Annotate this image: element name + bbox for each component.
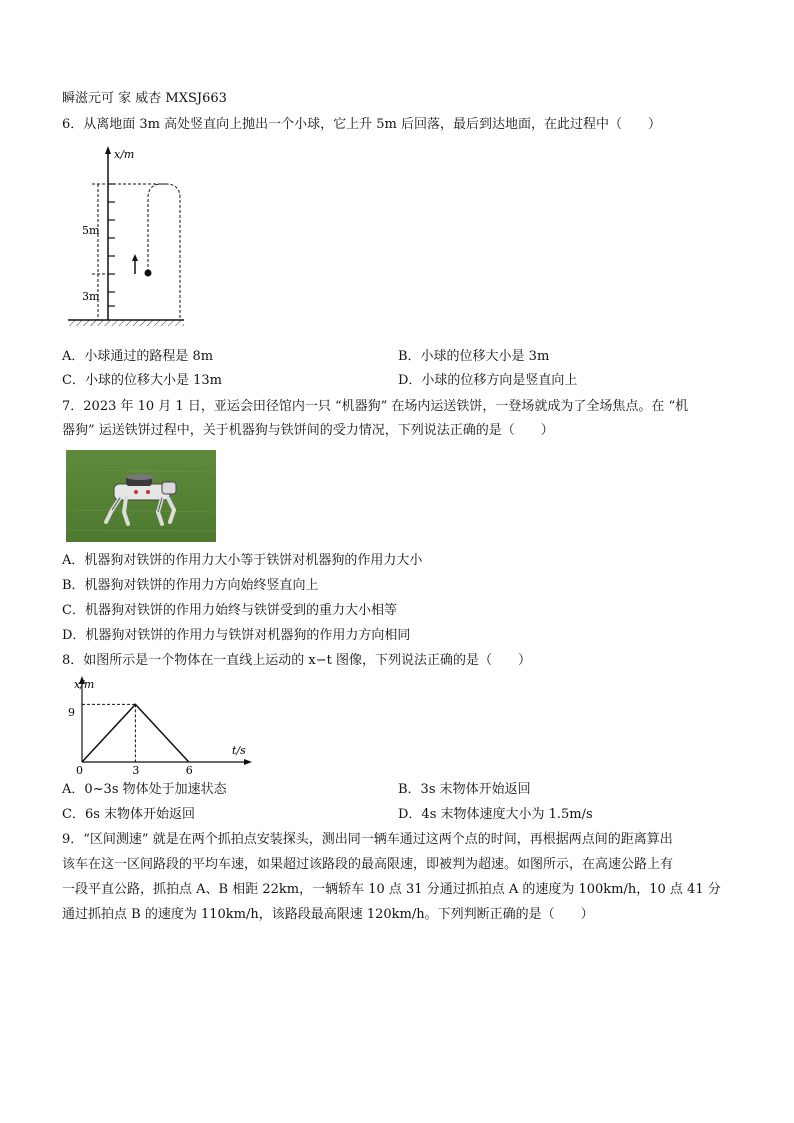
q8-stem: 8．如图所示是一个物体在一直线上运动的 x−t 图像，下列说法正确的是（ ） <box>62 653 531 668</box>
q9-line4: 通过抓拍点 B 的速度为 110km/h，该路段最高限速 120km/h。下列判断正确的是（ ） <box>62 907 594 922</box>
q8-x-tick-3: 3 <box>132 764 140 777</box>
q6-ticks <box>108 184 115 306</box>
q8-series-line <box>82 704 189 762</box>
q6-lower-label: 3m <box>82 290 100 303</box>
q7-stem-line1: 7．2023 年 10 月 1 日，亚运会田径馆内一只 “机器狗” 在场内运送铁饼，一登场就成为了全场焦点。在 “机 <box>62 399 689 414</box>
q8-x-axis-label: t/s <box>232 744 246 757</box>
q6-ball <box>145 270 152 277</box>
q8-option-c: C．6s 末物体开始返回 <box>62 807 196 822</box>
q6-trajectory <box>148 184 180 320</box>
ground-hatch <box>68 320 184 326</box>
q8-y-axis-label: x/m <box>74 678 95 691</box>
q7-option-d: D．机器狗对铁饼的作用力与铁饼对机器狗的作用力方向相同 <box>62 628 411 643</box>
q7-option-a: A．机器狗对铁饼的作用力大小等于铁饼对机器狗的作用力大小 <box>62 553 423 568</box>
q6-option-c: C．小球的位移大小是 13m <box>62 373 222 388</box>
q6-option-d: D．小球的位移方向是竖直向上 <box>398 373 578 388</box>
q6-axis-arrow <box>105 146 111 154</box>
q6-stem: 6．从离地面 3m 高处竖直向上抛出一个小球，它上升 5m 后回落，最后到达地面，在此过程中（ ） <box>62 117 661 132</box>
q6-option-b: B．小球的位移大小是 3m <box>398 349 550 364</box>
q7-option-b: B．机器狗对铁饼的作用力方向始终竖直向上 <box>62 578 319 593</box>
q6-option-a: A．小球通过的路程是 8m <box>62 349 214 364</box>
q6-upper-label: 5m <box>82 224 100 237</box>
q8-option-a: A．0~3s 物体处于加速状态 <box>62 782 227 797</box>
header-watermark: 瞬滋元可 家 威杏 MXSJ663 <box>62 91 227 106</box>
q6-figure <box>62 142 222 332</box>
q7-option-c: C．机器狗对铁饼的作用力始终与铁饼受到的重力大小相等 <box>62 603 397 618</box>
q9-line1: 9．“区间测速” 就是在两个抓拍点安装探头，测出同一辆车通过这两个点的时间，再根据两点间的距离算出 <box>62 832 673 847</box>
q9-line2: 该车在这一区间路段的平均车速，如果超过该路段的最高限速，即被判为超速。如图所示，在高速公路上有 <box>62 857 674 872</box>
q8-option-b: B．3s 末物体开始返回 <box>398 782 531 797</box>
q8-option-d: D．4s 末物体速度大小为 1.5m/s <box>398 807 593 822</box>
q8-xt-chart <box>62 674 262 778</box>
q8-x-tick-6: 6 <box>185 764 193 777</box>
q9-line3: 一段平直公路，抓拍点 A、B 相距 22km，一辆轿车 10 点 31 分通过抓拍点 A 的速度为 100km/h，10 点 41 分 <box>62 882 721 897</box>
q8-y-tick-9: 9 <box>68 706 75 719</box>
q7-stem-line2: 器狗” 运送铁饼过程中，关于机器狗与铁饼间的受力情况，下列说法正确的是（ ） <box>62 423 554 438</box>
robot-dog-photo <box>66 450 216 542</box>
q6-axis-label: x/m <box>114 148 135 161</box>
q8-origin-label: 0 <box>76 764 83 777</box>
